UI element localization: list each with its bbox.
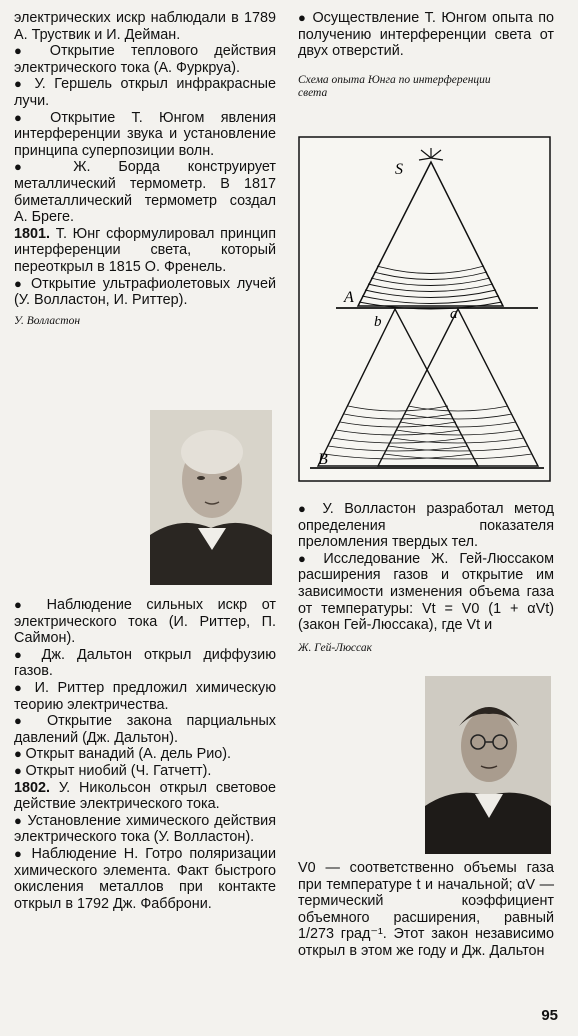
right-column-mid — [298, 501, 554, 655]
bullet-item: ● Открыт ванадий (А. дель Рио). — [14, 746, 276, 763]
year-label: 1802. — [14, 779, 51, 796]
young-experiment-figure — [298, 136, 551, 482]
portrait-illustration — [150, 410, 272, 585]
label-s: S — [395, 161, 403, 178]
year-entry-text: Т. Юнг сформулировал принцип интерференции света, который переоткрыл в 1815 О. Френель. — [14, 225, 276, 275]
bullet-item: ● Наблюдение сильных искр от электрического тока (И. Риттер, П. Саймон). — [14, 597, 276, 647]
paragraph: электрических искр наблюдали в 1789 А. Труствик и И. Дейман. — [14, 10, 276, 43]
bullet-item: ● Осуществление Т. Юнгом опыта по получению интерференции света от двух отверстий. — [298, 10, 554, 60]
right-column-top — [298, 10, 554, 100]
bullet-item: ● Открытие закона парциальных давлений (Дж. Дальтон). — [14, 713, 276, 746]
left-column-lower — [14, 597, 276, 912]
gaylussac-caption: Ж. Гей-Люссак — [298, 641, 372, 654]
bullet-item: ● Исследование Ж. Гей-Люссаком расширения газов и открытие им зависимости изменения объема газа от температуры: Vt = V0 (1 + αVt) (закон Гей-Люссака), где Vt и — [298, 551, 554, 634]
bullet-item: ● Открытие Т. Юнгом явления интерференции звука и установление принципа суперпозиции волн. — [14, 110, 276, 160]
bullet-item: ● Открытие ультрафиолетовых лучей (У. Волластон, И. Риттер). — [14, 276, 276, 309]
year-entry — [14, 780, 276, 813]
year-entry-text: У. Никольсон открыл световое действие электрического тока. — [14, 779, 276, 813]
label-b: b — [374, 314, 382, 330]
bullet-item: ● Ж. Борда конструирует металлический термометр. В 1817 биметаллический термометр создал А. Бреге. — [14, 159, 276, 225]
bullet-item: ● Открыт ниобий (Ч. Гатчетт). — [14, 763, 276, 780]
bullet-item: ● Установление химического действия электрического тока (У. Волластон). — [14, 813, 276, 846]
page-number: 95 — [541, 1007, 558, 1024]
bullet-item: ● Дж. Дальтон открыл диффузию газов. — [14, 647, 276, 680]
right-column-bottom — [298, 860, 554, 960]
figure-caption: Схема опыта Юнга по интерференции света — [298, 73, 491, 99]
portrait-illustration — [425, 676, 551, 854]
gaylussac-portrait — [425, 676, 551, 854]
wollaston-caption: У. Волластон — [14, 314, 81, 327]
interference-diagram — [298, 136, 551, 482]
bullet-item: ● У. Гершель открыл инфракрасные лучи. — [14, 76, 276, 109]
left-column — [14, 10, 276, 328]
year-label: 1801. — [14, 225, 51, 242]
bullet-item: ● У. Волластон разработал метод определения показателя преломления твердых тел. — [298, 501, 554, 551]
wollaston-portrait — [150, 410, 272, 585]
paragraph: V0 — соответственно объемы газа при температуре t и начальной; αV — термический коэффициент объемного расширения, равный 1/273 град⁻¹. Этот закон независимо открыл в этом же году и Дж. Дальтон — [298, 860, 554, 959]
year-entry — [14, 226, 276, 276]
label-a-upper: A — [344, 289, 354, 306]
bullet-item: ● Открытие теплового действия электрического тока (А. Фуркруа). — [14, 43, 276, 76]
bullet-item: ● И. Риттер предложил химическую теорию электричества. — [14, 680, 276, 713]
label-b-upper: B — [318, 451, 328, 468]
bullet-item: ● Наблюдение Н. Готро поляризации химического элемента. Факт быстрого окисления металлов при контакте открыл в 1792 Дж. Фабброни. — [14, 846, 276, 912]
label-a-lower: a — [450, 306, 458, 322]
